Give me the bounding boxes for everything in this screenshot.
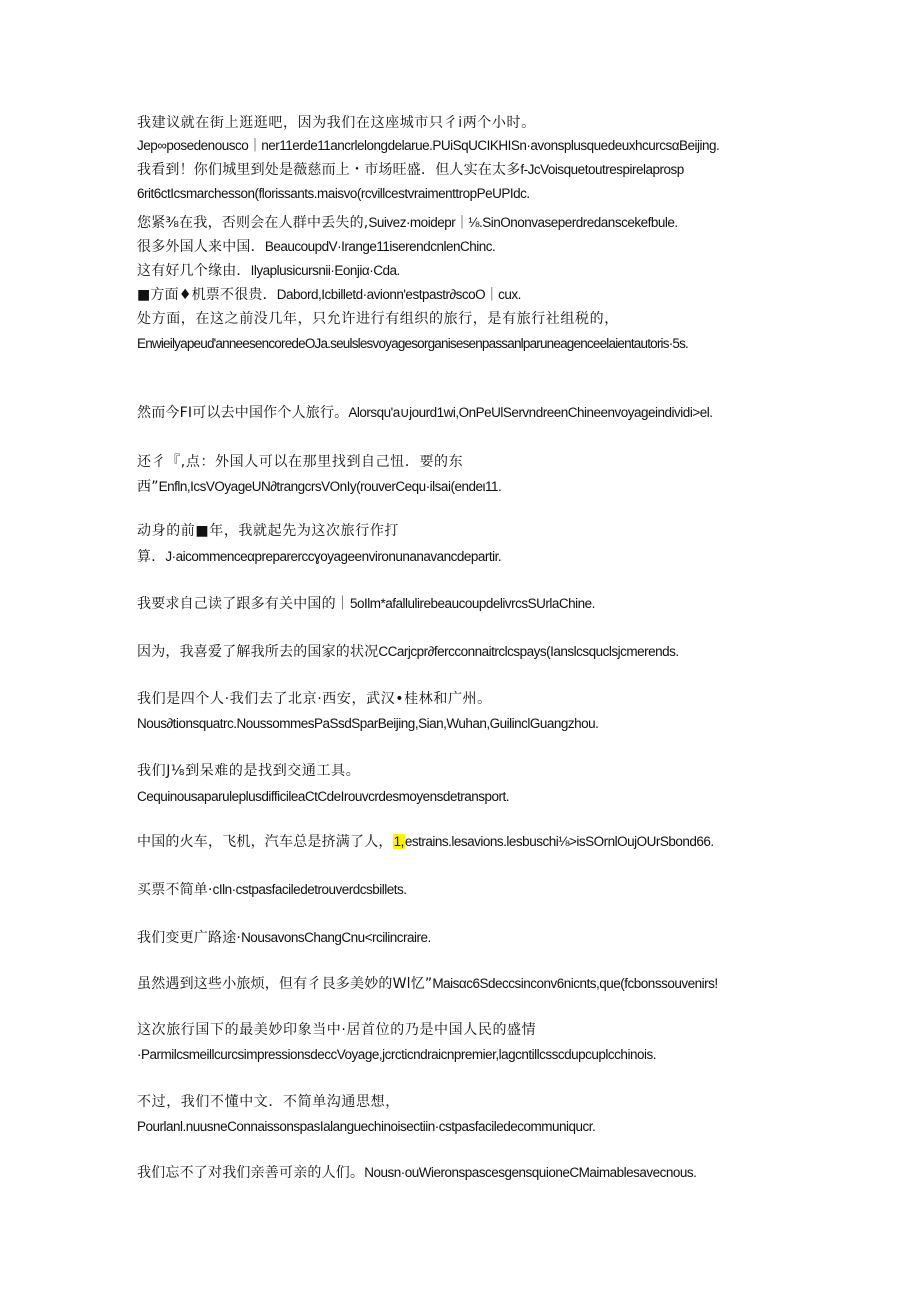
chinese-text: 西” (137, 479, 159, 495)
text-line-26 (137, 1023, 837, 1037)
chinese-text: 我看到！你们城里到处是薇慈而上・市场旺盛．但人实在太多 (137, 162, 521, 178)
text-line-15 (137, 550, 837, 564)
text-line-20 (137, 764, 837, 778)
french-text: ·ParmilcsmeillcurcsimpressionsdeccVoyage,jcrcticndraicnpremier,lagcntillcsscdupcuplcchinois. (137, 1047, 656, 1062)
chinese-text: 买票不简单· (137, 882, 213, 898)
chinese-text: 中国的火车，飞机，汽车总是挤满了人， (137, 834, 393, 850)
chinese-text: 我们是四个人·我们去了北京·西安，武汉•桂林和广州。 (137, 691, 492, 707)
text-line-28 (137, 1095, 837, 1109)
text-line-1 (137, 116, 837, 130)
text-line-24 (137, 931, 837, 945)
text-line-22 (137, 835, 837, 849)
french-text: f-JcVoisquetoutrespirelaprosp (520, 162, 684, 177)
french-text: CCarjcpr∂fercconnaitrclcspays(Ianslcsquclsjcmerends. (378, 644, 679, 659)
highlighted-text: 1, (393, 834, 404, 849)
text-line-2 (137, 139, 837, 153)
french-text: Enwieilyapeud'anneesencoredeOJa.seulslesvoyagesorganisesenpassanlparuneagenceelaientautoris·5s. (137, 336, 688, 351)
text-line-11 (137, 406, 837, 420)
text-line-29 (137, 1120, 837, 1134)
chinese-text: 还彳『,点：外国人可以在那里找到自己忸．要的东 (137, 454, 464, 470)
french-text: 5oIlm*afallulirebeaucoupdelivrcsSUrlaChine. (350, 596, 595, 611)
text-line-16 (137, 597, 837, 611)
text-line-19 (137, 717, 837, 731)
french-text: Maisαc6Sdeccsinconv6nicnts,que(fcbonssouvenirs! (432, 976, 718, 991)
chinese-text: 处方面，在这之前没几年，只允许进行有组织的旅行，是有旅行社组税的， (137, 311, 619, 327)
french-text: Nousn·ouWieronspascesgensquioneCMaimablesavecnous. (364, 1165, 697, 1180)
chinese-text: 我们J⅛到呆难的是找到交通工具。 (137, 763, 361, 779)
text-line-12 (137, 455, 837, 469)
text-line-18 (137, 692, 837, 706)
text-line-21 (137, 790, 837, 804)
chinese-text: 这有好几个缘由． (137, 263, 251, 279)
text-line-25 (137, 977, 837, 991)
french-text: Enfln,IcsVOyageUN∂trangcrsVOnIy(rouverCequ·ilsai(endeι11. (158, 479, 502, 494)
chinese-text: 因为，我喜爱了解我所去的国家的状况 (137, 644, 379, 660)
text-line-9 (137, 312, 837, 326)
text-line-17 (137, 645, 837, 659)
chinese-text: 您紧⅜在我，否则会在人群中丢失的, (137, 215, 369, 231)
chinese-text: 动身的前■年，我就起先为这次旅行作打 (137, 523, 400, 539)
french-text: estrains.lesavions.lesbuschi⅛>isSOrnlOujOUrSbond66. (404, 834, 714, 849)
text-line-3 (137, 163, 837, 177)
text-line-23 (137, 883, 837, 897)
french-text: Ilyaplusicursnii·Eonjiα·Cda. (250, 263, 400, 278)
french-text: 6rit6ctIcsmarchesson(florissants.maisvo(rcvillcestvraimenttropPeUPIdc. (137, 186, 530, 201)
french-text: Jep∞posedenousco｜ner11erde11ancrlelongdelarue.PUiSqUCIKHISn·avonsplusquedeuxhcurcsαBeijing. (137, 138, 720, 153)
chinese-text: 我们忘不了对我们亲善可亲的人们。 (137, 1165, 365, 1181)
text-line-7 (137, 264, 837, 278)
french-text: Suivez·moidepr｜⅛.SinOnonvaseperdredanscekefbule. (368, 215, 678, 230)
french-text: Dabord,Icbilletd·avionn'estpastr∂scoO｜cux. (276, 287, 521, 302)
french-text: Pourlanl.nuusneConnaissonspasIalanguechinoisectiin·cstpasfaciledecommuniqucr. (137, 1119, 596, 1134)
french-text: Nous∂tionsquatrc.NoussommesPaSsdSparBeijing,Sian,Wuhan,GuilinclGuangzhou. (137, 716, 599, 731)
french-text: BeaucoupdV·Irange11iserendcnlenChinc. (264, 239, 496, 254)
text-line-6 (137, 240, 837, 254)
french-text: NousavonsChangCnu<rcilincraire. (241, 930, 431, 945)
chinese-text: 然而今FI可以去中国作个人旅行。 (137, 405, 349, 421)
french-text: cIln·cstpasfaciledetrouverdcsbillets. (212, 882, 407, 897)
french-text: CequinousaparuleplusdifficileaCtCdeIrouvcrdesmoyensdetransport. (137, 789, 509, 804)
text-line-10 (137, 337, 837, 351)
chinese-text: 我们变更广路途· (137, 930, 242, 946)
chinese-text: 我要求自己读了跟多有关中国的｜ (137, 596, 350, 612)
chinese-text: 这次旅行国下的最美妙印象当中·居首位的乃是中国人民的盛情 (137, 1022, 537, 1038)
text-line-8 (137, 288, 837, 302)
chinese-text: ■方面♦机票不很贵． (137, 287, 277, 303)
text-line-30 (137, 1166, 837, 1180)
chinese-text: 我建议就在街上逛逛吧，因为我们在这座城市只彳i两个小时。 (137, 115, 536, 131)
text-line-5 (137, 216, 837, 230)
french-text: Alorsqu'a∪jourd1wi,OnPeUlServndreenChineenvoyageindividi>el. (348, 405, 713, 420)
chinese-text: 虽然遇到这些小旅烦，但有彳艮多美妙的Wl忆” (137, 976, 433, 992)
chinese-text: 很多外国人来中国． (137, 239, 265, 255)
text-line-13 (137, 480, 837, 494)
text-line-4 (137, 187, 837, 201)
chinese-text: 算． (137, 549, 166, 565)
chinese-text: 不过，我们不懂中文．不简单沟通思想， (137, 1094, 400, 1110)
text-line-14 (137, 524, 837, 538)
text-line-27 (137, 1048, 837, 1062)
french-text: J·aicommenceαpreparerccɣoyageenvironunanavancdepartir. (165, 549, 502, 564)
